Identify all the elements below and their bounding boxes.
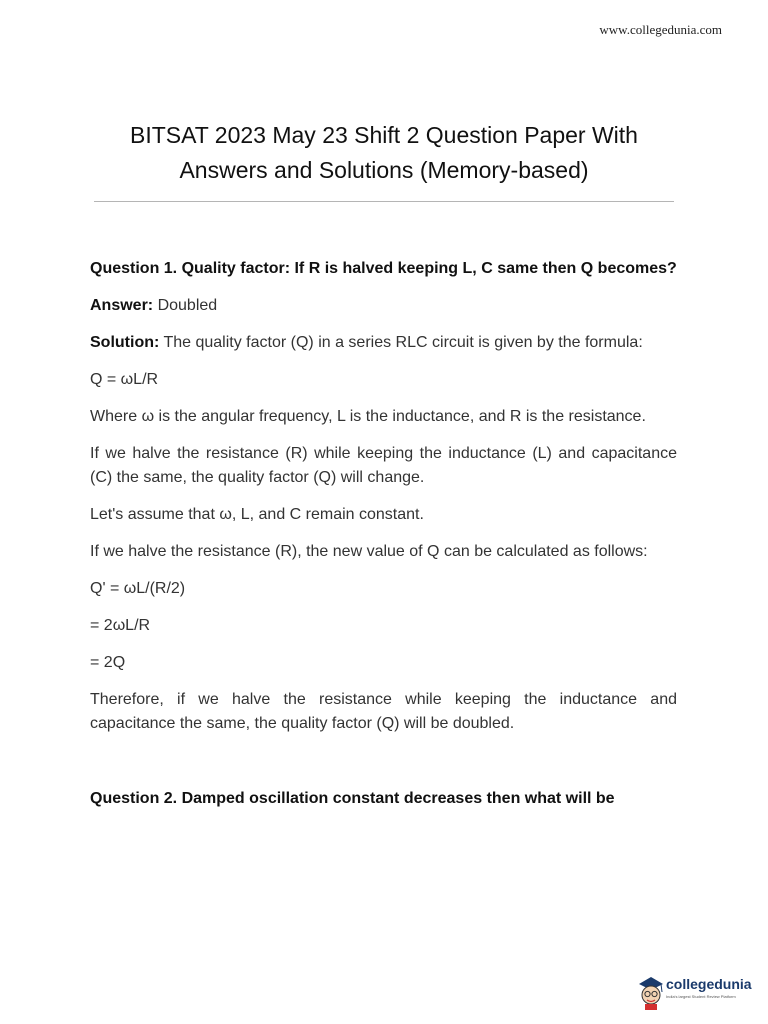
halve-paragraph: If we halve the resistance (R) while keeping the inductance (L) and capacitance (C) the same, the quality factor (Q) will change. xyxy=(90,445,677,486)
title-line-2: Answers and Solutions (Memory-based) xyxy=(179,157,589,183)
conclusion-paragraph: Therefore, if we halve the resistance while keeping the inductance and capacitance the same, the quality factor (Q) will be doubled. xyxy=(90,691,677,732)
where-paragraph: Where ω is the angular frequency, L is the inductance, and R is the resistance. xyxy=(90,408,646,425)
site-url[interactable]: www.collegedunia.com xyxy=(599,22,722,37)
formula: Q = ωL/R xyxy=(90,371,159,388)
solution-paragraph xyxy=(90,331,677,355)
calc-intro-paragraph: If we halve the resistance (R), the new value of Q can be calculated as follows: xyxy=(90,543,648,560)
mascot-icon xyxy=(636,972,666,1012)
logo-tagline: India's largest Student Review Platform xyxy=(666,994,736,999)
answer-value: Doubled xyxy=(153,297,218,314)
document-body xyxy=(90,257,677,824)
document-title xyxy=(60,118,708,188)
calc-step-2: = 2ωL/R xyxy=(90,617,151,634)
calc-step-1: Q' = ωL/(R/2) xyxy=(90,580,186,597)
solution-label: Solution: xyxy=(90,334,160,351)
title-line-1: BITSAT 2023 May 23 Shift 2 Question Paper With xyxy=(130,122,638,148)
title-divider xyxy=(94,201,674,202)
logo-wordmark: collegedunia xyxy=(666,976,752,992)
question-2-text: Question 2. Damped oscillation constant decreases then what will be xyxy=(90,790,615,807)
section-gap xyxy=(90,749,677,787)
answer-paragraph xyxy=(90,294,677,318)
calc-step-3: = 2Q xyxy=(90,654,126,671)
answer-label: Answer: xyxy=(90,297,154,314)
assume-paragraph: Let's assume that ω, L, and C remain constant. xyxy=(90,506,424,523)
solution-intro: The quality factor (Q) in a series RLC circuit is given by the formula: xyxy=(159,334,643,351)
collegedunia-logo[interactable] xyxy=(636,972,756,1012)
question-1-text: Question 1. Quality factor: If R is halved keeping L, C same then Q becomes? xyxy=(90,260,677,277)
